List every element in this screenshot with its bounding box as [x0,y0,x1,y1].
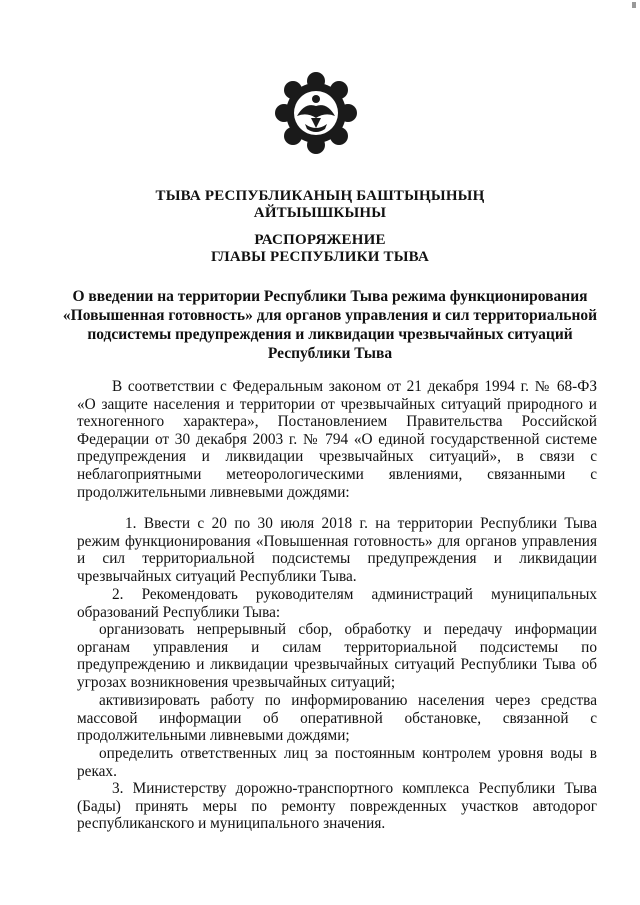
document-title: О введении на территории Республики Тыва режима функционирования «Повышенная готовность» для органов управления и сил территориальной подсистемы предупреждения и ликвидации чрезвычайных ситуаций Республики Тыва [62,288,598,362]
clause-2-item-c: определить ответственных лиц за постоянным контролем уровня воды в реках. [77,745,597,780]
clause-1: 1. Ввести с 20 по 30 июля 2018 г. на территории Республики Тыва режим функционирования «Повышенная готовность» для органов управления и сил территориальной подсистемы предупреждения и ликвидации чрезвычайных ситуаций Республики Тыва. [77,515,597,585]
clause-2-item-a: организовать непрерывный сбор, обработку и передачу информации органам управления и силам территориальной подсистемы по предупреждению и ликвидации чрезвычайных ситуаций Республики Тыва об угрозах возникновения чрезвычайных ситуаций; [77,621,597,691]
clause-3: 3. Министерству дорожно-транспортного комплекса Республики Тыва (Бады) принять меры по ремонту поврежденных участков автодорог республиканского и муниципального значения. [77,780,597,833]
issuing-authority: ГЛАВЫ РЕСПУБЛИКИ ТЫВА [211,249,429,265]
document-type: РАСПОРЯЖЕНИЕ [254,232,386,248]
coat-of-arms-emblem [275,72,357,154]
scan-edge-mark [632,2,636,8]
header-line-1: ТЫВА РЕСПУБЛИКАНЫҢ БАШТЫҢЫНЫҢ [155,188,485,204]
clause-2: 2. Рекомендовать руководителям администраций муниципальных образований Республики Тыва: [77,586,597,621]
preamble-paragraph: В соответствии с Федеральным законом от 21 декабря 1994 г. № 68-ФЗ «О защите населения и территории от чрезвычайных ситуаций природного и техногенного характера», Постановлением Правительства Российской Федерации от 30 декабря 2003 г. № 794 «О единой государственной системе предупреждения и ликвидации чрезвычайных ситуаций», в связи с неблагоприятными метеорологическими явлениями, связанными с продолжительными ливневыми дождями: [77,378,597,501]
header-line-2: АЙТЫЫШКЫНЫ [253,205,387,221]
clause-2-item-b: активизировать работу по информированию населения через средства массовой информации об оперативной обстановке, связанной с продолжительными ливневыми дождями; [77,692,597,745]
